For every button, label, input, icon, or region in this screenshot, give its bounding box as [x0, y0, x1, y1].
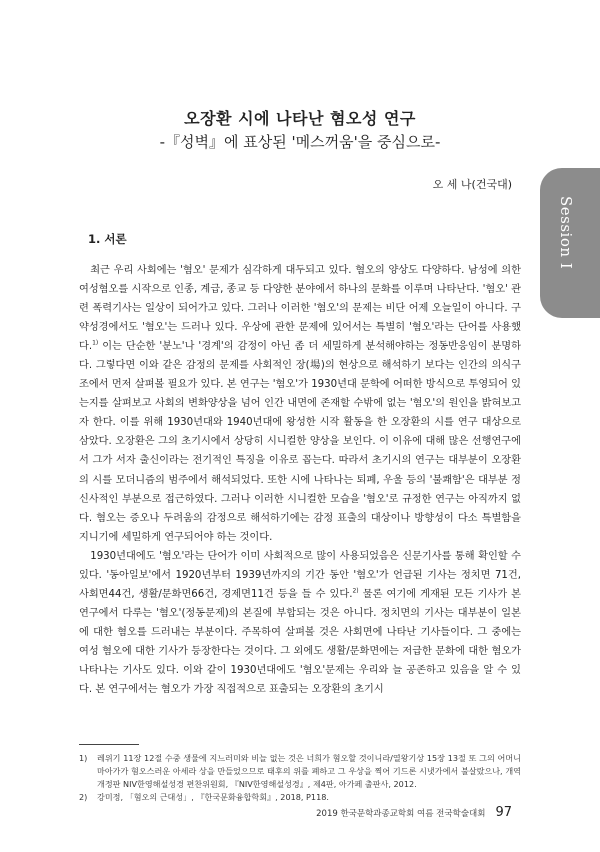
footnote-ref-1: 1) [92, 339, 99, 347]
session-tab-label: Session I [557, 196, 575, 270]
footnote-number: 1) [79, 753, 88, 763]
paragraph-2-part-a: 1930년대에도 '혐오'라는 단어가 이미 사회적으로 많이 사용되었음은 신문기사를 통해 확인할 수 있다. '동아일보'에서 1920년부터 1939년까지의 기간 동안 '혐오'가 언급된 기사는 정치면 71건, 사회면44건, 생활/문화면66건, 경제면11건 등을 들 수 있다. [79, 550, 521, 600]
footnote-number: 2) [79, 792, 88, 802]
body-text [79, 261, 521, 699]
footnotes [79, 752, 521, 804]
paragraph-2 [79, 547, 521, 699]
footnote-2 [79, 791, 521, 804]
conference-name: 2019 한국문학과종교학회 여름 전국학술대회 [316, 809, 486, 819]
footnote-1 [79, 752, 521, 791]
paper-subtitle: -『성벽』에 표상된 '메스꺼움'을 중심으로- [159, 133, 441, 151]
paragraph-1 [79, 261, 521, 547]
paragraph-1-part-b: 이는 단순한 '분노'나 '경계'의 감정이 아닌 좀 더 세밀하게 분석해야하는 정동반응임이 분명하다. 그렇다면 이와 같은 감정의 문제를 사회적인 장(場)의 현상으로 해석하기 보다는 인간의 의식구조에서 먼저 살펴볼 필요가 있다. 본 연구는 '혐오'가 1930년대 문학에 어떠한 방식으로 투영되어 있는지를 살펴보고 사회의 변화양상을 넘어 인간 내면에 존재할 수밖에 없는 '혐오'의 원인을 밝혀보고자 한다. 이를 위해 1930년대와 1940년대에 왕성한 시작 활동을 한 오장환의 시를 연구 대상으로 삼았다. 오장환은 그의 초기시에서 상당히 시니컬한 양상을 보인다. 이 이유에 대해 많은 선행연구에서 그가 서자 출신이라는 전기적인 특징을 이유로 꼽는다. 따라서 초기시의 연구는 대부분이 오장환의 시를 모더니즘의 범주에서 해석되었다. 또한 시에 나타나는 퇴폐, 우울 등의 '불쾌함'은 대부분 정신사적인 부분으로 접근하였다. 그러나 이러한 시니컬한 모습을 '혐오'로 규정한 연구는 아직까지 없다. 혐오는 증오나 두려움의 감정으로 해석하기에는 감정 표출의 대상이나 방향성이 다소 특별함을 지니기에 세밀하게 연구되어야 하는 것이다. [79, 341, 521, 543]
footnote-text: 레위기 11장 12절 수중 생물에 지느러미와 비늘 없는 것은 너희가 혐오할 것이니라/열왕기상 15장 13절 또 그의 어머니 마아가가 혐오스러운 아세라 상을 만들었으므로 태후의 위를 폐하고 그 우상을 찍어 기드론 시냇가에서 불살랐으나, 개역개정판 NIV한영해설성경 편찬위원회, 『NIV한영해설성경』, 제4판, 아가페 출판사, 2012. [97, 753, 521, 789]
section-heading: 1. 서론 [88, 232, 127, 246]
paper-title: 오장환 시에 나타난 혐오성 연구 [184, 109, 416, 128]
footnote-divider [79, 744, 139, 745]
footnote-text: 강미정, 「혐오의 근대성」, 『한국문화융합학회』, 2018, P118. [97, 792, 329, 802]
paragraph-2-part-b: 물론 여기에 게재된 모든 기사가 본 연구에서 다루는 '혐오'(정동문제)의 본질에 부합되는 것은 아니다. 정치면의 기사는 대부분이 일본에 대한 혐오를 드러내는 부분이다. 주목하여 살펴볼 것은 사회면에 나타난 기사들이다. 그 중에는 여성 혐오에 대한 기사가 등장한다는 것이다. 그 외에도 생활/문화면에는 저급한 문화에 대한 혐오가 나타나는 기사도 있다. 이와 같이 1930년대에도 '혐오'문제는 우리와 늘 공존하고 있음을 알 수 있다. 본 연구에서는 혐오가 가장 직접적으로 표출되는 오장환의 초기시 [79, 588, 521, 696]
page-footer [316, 805, 512, 820]
footnote-ref-2: 2) [352, 587, 359, 595]
author-line: 오 세 나(건국대) [432, 178, 512, 191]
paragraph-1-part-a: 최근 우리 사회에는 '혐오' 문제가 심각하게 대두되고 있다. 혐오의 양상도 다양하다. 남성에 의한 여성혐오를 시작으로 인종, 계급, 종교 등 다양한 분야에서 하나의 문화를 이루며 나타난다. '혐오' 관련 폭력기사는 일상이 되어가고 있다. 그러나 이러한 '혐오'의 문제는 비단 어제 오늘일이 아니다. 구약성경에서도 '혐오'는 드러나 있다. 우상에 관한 문제에 있어서는 특별히 '혐오'라는 단어를 사용했다. [79, 265, 521, 353]
page-number: 97 [495, 805, 512, 820]
